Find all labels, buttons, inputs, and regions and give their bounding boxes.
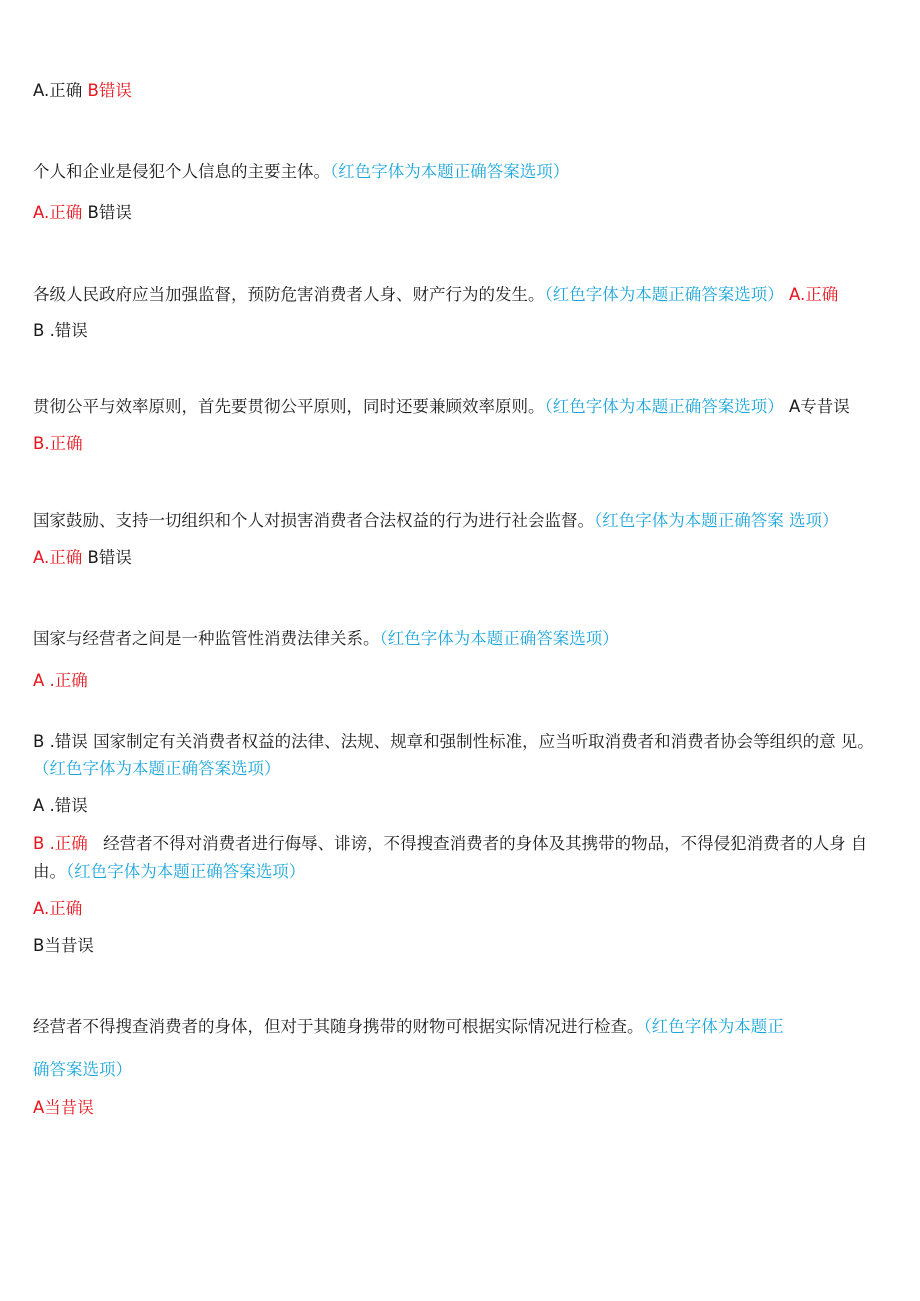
q6-option-a: A .正确 (33, 671, 88, 690)
q1-option-b: B错误 (87, 81, 132, 100)
q6-option-a-line (33, 670, 88, 692)
q8-option-b-line (33, 935, 94, 957)
q8-text-line2: 由。 (33, 862, 66, 881)
q5-hint: （红色字体为本题正确答案 选项） (594, 511, 839, 530)
q3-option-a: A.正确 (789, 285, 839, 304)
q4-options (33, 433, 83, 455)
q3-text: 各级人民政府应当加强监督，预防危害消费者人身、财产行为的发生。 (33, 285, 545, 304)
q1-options (33, 80, 132, 102)
q2-options (33, 202, 132, 224)
q4-question (33, 396, 850, 418)
q9-hint-line2: 确答案选项） (33, 1060, 132, 1079)
q8-option-a-line (33, 898, 82, 920)
q7-hint-line (33, 758, 281, 780)
q2-hint: （红色字体为本题正确答案选项） (330, 162, 570, 181)
q9-text: 经营者不得搜查消费者的身体，但对于其随身携带的财物可根据实际情况进行检查。 (33, 1017, 644, 1036)
q4-option-a: A专昔误 (789, 397, 850, 416)
q9-option-a-line (33, 1097, 94, 1119)
q5-options (33, 547, 132, 569)
q9-option-a: A当昔误 (33, 1098, 94, 1117)
q8-text-line1: 经营者不得对消费者进行侮辱、诽谤，不得搜查消费者的身体及其携带的物品，不得侵犯消费者的人身 自 (103, 834, 868, 853)
q4-hint: （红色字体为本题正确答案选项） (544, 397, 784, 416)
q9-hint-line1: （红色字体为本题正 (643, 1017, 784, 1036)
q4-text: 贯彻公平与效率原则，首先要贯彻公平原则，同时还要兼顾效率原则。 (33, 397, 545, 416)
q8-option-a: A.正确 (33, 899, 83, 918)
q8-question-cont (33, 861, 305, 883)
q5-text: 国家鼓励、支持一切组织和个人对损害消费者合法权益的行为进行社会监督。 (33, 511, 594, 530)
q5-option-b: B错误 (87, 548, 132, 567)
q7-hint: （红色字体为本题正确答案选项） (33, 759, 281, 778)
q5-question (33, 510, 839, 532)
q7-option-a: A .错误 (33, 796, 88, 815)
q5-option-a: A.正确 (33, 548, 83, 567)
q2-question (33, 161, 569, 183)
q1-option-a: A.正确 (33, 81, 83, 100)
q2-text: 个人和企业是侵犯个人信息的主要主体。 (33, 162, 330, 181)
q6-question (33, 628, 619, 650)
q6-text: 国家与经营者之间是一种监管性消费法律关系。 (33, 629, 380, 648)
q2-option-b: B错误 (87, 203, 132, 222)
q3-option-b: B .错误 (33, 321, 88, 340)
q3-question (33, 284, 838, 306)
q6-option-b: B .错误 (33, 732, 88, 751)
q3-hint: （红色字体为本题正确答案选项） (544, 285, 784, 304)
q2-option-a: A.正确 (33, 203, 83, 222)
q8-option-b: B当昔误 (33, 936, 94, 955)
q8-question (33, 833, 867, 855)
q8-hint: （红色字体为本题正确答案选项） (66, 862, 306, 881)
q3-options (33, 320, 88, 342)
q7-question (33, 731, 874, 753)
q9-question (33, 1016, 784, 1038)
q9-hint-cont (33, 1059, 132, 1081)
q4-option-b: B.正确 (33, 434, 83, 453)
q7-text: 国家制定有关消费者权益的法律、法规、规章和强制性标准，应当听取消费者和消费者协会等组织的意 见。 (93, 732, 874, 751)
q7-option-b: B .正确 (33, 834, 88, 853)
q7-option-a-line (33, 795, 88, 817)
q6-hint: （红色字体为本题正确答案选项） (379, 629, 619, 648)
